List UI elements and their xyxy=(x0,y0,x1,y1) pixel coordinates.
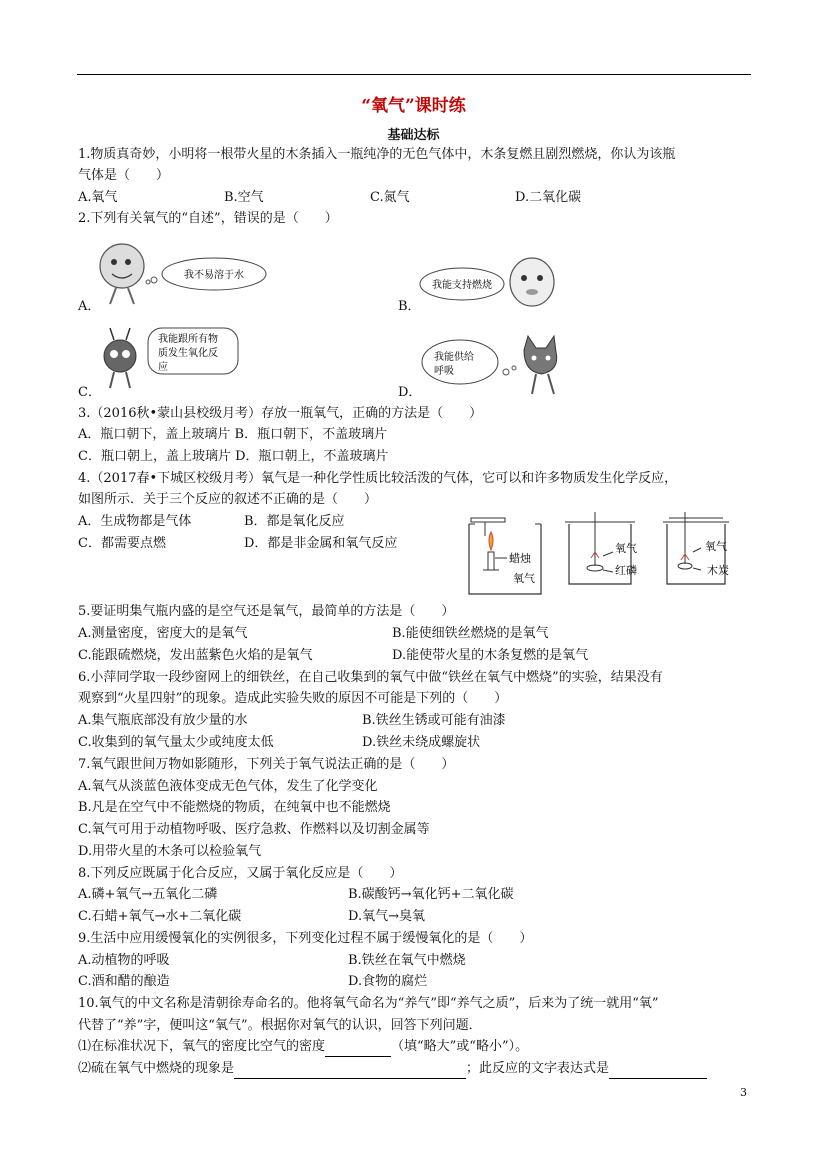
cartoon-character-icon xyxy=(96,238,276,308)
q10-part1-blank[interactable] xyxy=(325,1042,391,1057)
q8-option-c: C.石蜡+氧气→水+二氧化碳 xyxy=(78,909,242,924)
hamster-icon xyxy=(418,246,558,316)
q4-experiment-figure xyxy=(455,512,745,604)
page-number: 3 xyxy=(740,1086,747,1099)
q6-option-c: C.收集到的氧气量太少或纯度太低 xyxy=(78,735,274,750)
q5-option-b: B.能使细铁丝燃烧的是氧气 xyxy=(392,626,549,641)
q1-option-b: B.空气 xyxy=(224,190,264,205)
jar1-label-candle: 蜡烛 xyxy=(509,552,531,565)
q7-stem: 7.氧气跟世间万物如影随形，下列关于氧气说法正确的是（ ） xyxy=(78,757,455,772)
gas-jar-diagram xyxy=(455,512,745,600)
q7-option-a: A.氧气从淡蓝色液体变成无色气体，发生了化学变化 xyxy=(78,779,378,794)
jar3-label-charcoal: 木炭 xyxy=(707,564,729,577)
bubble-a-text: 我不易溶于水 xyxy=(184,270,244,281)
q2-option-d: D． xyxy=(398,385,422,400)
q2-figure-d xyxy=(420,334,570,402)
q4-stem-line1: 4.（2017春•下城区校级月考）氧气是一种化学性质比较活泼的气体，它可以和许多物质发生化学反应， xyxy=(78,471,678,486)
q1-option-c: C.氮气 xyxy=(370,190,410,205)
bubble-b-text: 我能支持燃烧 xyxy=(432,280,492,291)
q1-option-d: D.二氧化碳 xyxy=(515,190,582,205)
jar-charcoal xyxy=(663,512,729,584)
q10-part2 xyxy=(78,1059,707,1079)
q5-option-a: A.测量密度，密度大的是氧气 xyxy=(78,626,248,641)
bubble-c-line3: 应 xyxy=(158,362,168,373)
jar1-label-oxygen: 氧气 xyxy=(513,572,535,585)
q4-option-a: A．生成物都是气体 xyxy=(78,514,192,529)
q2-option-a: A． xyxy=(78,299,101,314)
q6-option-b: B.铁丝生锈或可能有油漆 xyxy=(362,713,506,728)
q9-option-c: C.酒和醋的酿造 xyxy=(78,974,170,989)
page-title: “氧气”课时练 xyxy=(361,96,466,116)
cat-icon xyxy=(420,334,570,398)
q7-option-c: C.氧气可用于动植物呼吸、医疗急救、作燃料以及切割金属等 xyxy=(78,822,430,837)
bubble-d-line2: 呼吸 xyxy=(434,366,454,377)
q7-option-d: D.用带火星的木条可以检验氧气 xyxy=(78,844,262,859)
jar3-label-oxygen: 氧气 xyxy=(705,540,727,553)
q5-stem: 5.要证明集气瓶内盛的是空气还是氧气，最简单的方法是（ ） xyxy=(78,604,455,619)
q6-option-a: A.集气瓶底部没有放少量的水 xyxy=(78,713,248,728)
q10-part2-middle: ；此反应的文字表达式是 xyxy=(466,1061,610,1076)
q9-option-b: B.铁丝在氧气中燃烧 xyxy=(348,953,466,968)
q1-option-a: A.氧气 xyxy=(78,190,118,205)
q6-stem-line1: 6.小萍同学取一段纱窗网上的细铁丝，在自己收集到的氧气中做“铁丝在氧气中燃烧”的实验，结果没有 xyxy=(78,670,663,685)
q10-part1-suffix: （填“略大”或“略小”）。 xyxy=(391,1039,529,1054)
q10-part1-prefix: ⑴在标准状况下，氧气的密度比空气的密度 xyxy=(78,1039,326,1054)
q8-stem: 8.下列反应既属于化合反应，又属于氧化反应是（ ） xyxy=(78,866,403,881)
bubble-d-line1: 我能供给 xyxy=(434,352,474,363)
q6-option-d: D.铁丝未绕成螺旋状 xyxy=(362,735,481,750)
q10-part2-prefix: ⑵硫在氧气中燃烧的现象是 xyxy=(78,1061,235,1076)
q3-options-ab: A．瓶口朝下，盖上玻璃片 B．瓶口朝下，不盖玻璃片 xyxy=(78,427,388,442)
q2-figure-a xyxy=(96,238,276,312)
jar2-label-red-phosphorus: 红磷 xyxy=(615,564,637,577)
q2-figure-c xyxy=(96,326,276,396)
q5-option-d: D.能使带火星的木条复燃的是氧气 xyxy=(392,648,589,663)
q4-stem-line2: 如图所示．关于三个反应的叙述不正确的是（ ） xyxy=(78,492,378,507)
header-rule xyxy=(77,74,751,75)
q1-stem-line2: 气体是（ ） xyxy=(78,168,170,183)
q3-options-cd: C．瓶口朝上，盖上玻璃片 D．瓶口朝上，不盖玻璃片 xyxy=(78,449,389,464)
jar-red-phosphorus xyxy=(565,512,637,584)
ant-character-icon xyxy=(96,326,276,392)
q5-option-c: C.能跟硫燃烧，发出蓝紫色火焰的是氧气 xyxy=(78,648,313,663)
section-subtitle: 基础达标 xyxy=(387,128,440,143)
q9-option-d: D.食物的腐烂 xyxy=(348,974,428,989)
bubble-c-line1: 我能跟所有物 xyxy=(158,334,218,345)
q8-option-b: B.碳酸钙→氧化钙+二氧化碳 xyxy=(348,887,514,902)
q6-stem-line2: 观察到“火星四射”的现象。造成此实验失败的原因不可能是下列的（ ） xyxy=(78,691,508,706)
q4-option-d: D．都是非金属和氧气反应 xyxy=(244,536,398,551)
jar2-label-oxygen: 氧气 xyxy=(615,542,637,555)
q2-option-c: C． xyxy=(78,385,101,400)
q10-part1 xyxy=(78,1037,528,1057)
q2-figure-b xyxy=(418,246,558,320)
q2-stem: 2.下列有关氧气的“自述”，错误的是（ ） xyxy=(78,211,338,226)
q10-stem-line2: 代替了“养”字，便叫这“氧气”。根据你对氧气的认识，回答下列问题． xyxy=(78,1018,482,1033)
q1-stem-line1: 1.物质真奇妙，小明将一根带火星的木条插入一瓶纯净的无色气体中，木条复燃且剧烈燃烧，你认为该瓶 xyxy=(78,147,676,162)
q10-part2-blank-phenomenon[interactable] xyxy=(234,1064,466,1079)
q2-option-b: B． xyxy=(398,299,421,314)
q9-stem: 9.生活中应用缓慢氧化的实例很多，下列变化过程不属于缓慢氧化的是（ ） xyxy=(78,931,533,946)
bubble-c-line2: 质发生氧化反 xyxy=(158,348,218,359)
q10-stem-line1: 10.氧气的中文名称是清朝徐寿命名的。他将氧气命名为“养气”即“养气之质”，后来为了统一就用“氧” xyxy=(78,996,659,1011)
jar-candle xyxy=(469,518,541,594)
q8-option-a: A.磷+氧气→五氧化二磷 xyxy=(78,887,218,902)
q4-option-c: C．都需要点燃 xyxy=(78,536,166,551)
q3-stem: 3.（2016秋•蒙山县校级月考）存放一瓶氧气，正确的方法是（ ） xyxy=(78,406,483,421)
q9-option-a: A.动植物的呼吸 xyxy=(78,953,170,968)
q4-option-b: B．都是氧化反应 xyxy=(244,514,345,529)
q8-option-d: D.氧气→臭氧 xyxy=(348,909,425,924)
q7-option-b: B.凡是在空气中不能燃烧的物质，在纯氧中也不能燃烧 xyxy=(78,800,391,815)
q10-part2-blank-equation[interactable] xyxy=(609,1064,707,1079)
